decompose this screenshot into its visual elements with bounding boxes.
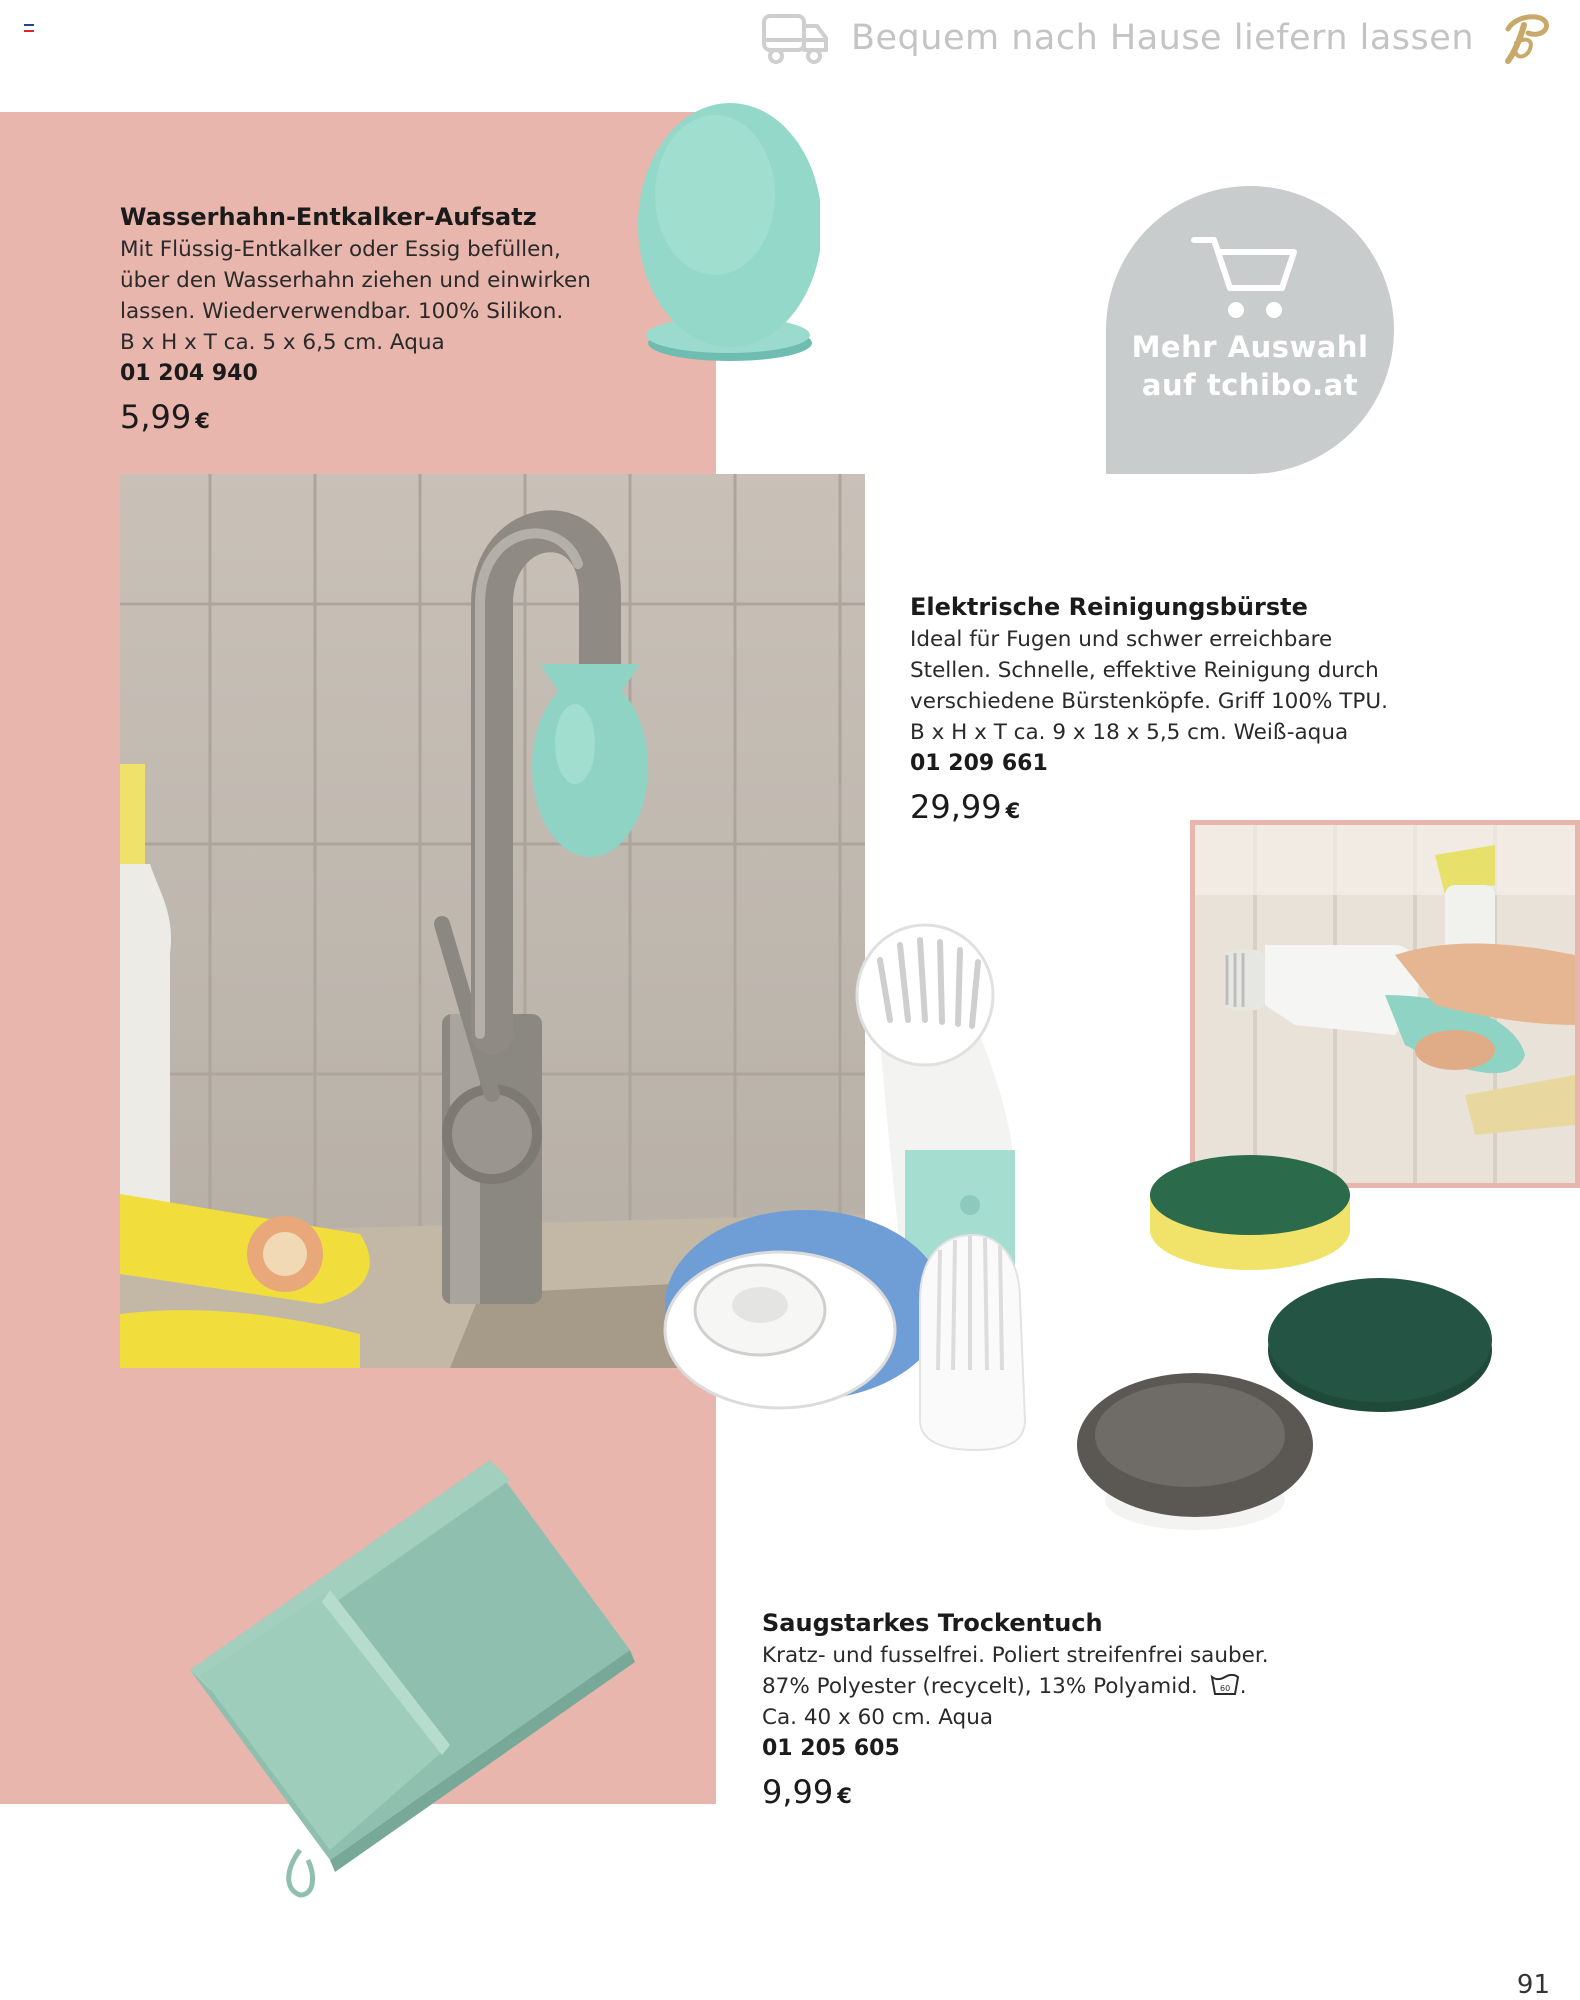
product-description-line: Kratz- und fusselfrei. Poliert streifenfrei sauber.: [762, 1643, 1269, 1668]
price-currency: €: [837, 1784, 852, 1808]
badge-line-2: auf tchibo.at: [1141, 368, 1359, 402]
product-price: [120, 393, 600, 445]
page-number: 91: [1516, 1970, 1550, 2000]
wash-60-degrees-icon: [1210, 1674, 1240, 1696]
product-description-line-with-icon: [762, 1671, 1282, 1702]
product-sku: 01 209 661: [910, 751, 1048, 776]
product-description-line: Ca. 40 x 60 cm. Aqua: [762, 1705, 994, 1730]
product-description-line: 87% Polyester (recycelt), 13% Polyamid.: [762, 1674, 1198, 1699]
product-description-line: Ideal für Fugen und schwer erreichbare: [910, 627, 1333, 652]
product-description-line: Mit Flüssig-Entkalker oder Essig befüllen,: [120, 237, 561, 262]
product-description-line: B x H x T ca. 9 x 18 x 5,5 cm. Weiß-aqua: [910, 720, 1349, 745]
tchibo-logo-icon: [1494, 9, 1552, 67]
product-title: Elektrische Reinigungsbürste: [910, 593, 1308, 621]
delivery-header: [761, 8, 1552, 68]
price-value: 5,99: [120, 398, 192, 436]
product-description-line: Stellen. Schnelle, effektive Reinigung durch: [910, 658, 1379, 683]
price-currency: €: [195, 409, 210, 433]
price-currency: €: [1005, 799, 1021, 823]
more-selection-badge[interactable]: [1106, 186, 1394, 474]
product-description-line: verschiedene Bürstenköpfe. Griff 100% TPU.: [910, 689, 1388, 714]
brush-set-image: [640, 900, 1520, 1570]
product-descaler: [120, 200, 600, 445]
badge-line-1: Mehr Auswahl: [1131, 330, 1369, 364]
country-flag-icon: [24, 24, 34, 32]
product-title: Saugstarkes Trockentuch: [762, 1609, 1103, 1637]
product-drying-towel: [762, 1606, 1282, 1820]
delivery-text: Bequem nach Hause liefern lassen: [851, 18, 1474, 58]
product-description-line: über den Wasserhahn ziehen und einwirken: [120, 268, 591, 293]
shopping-cart-icon: [1190, 232, 1300, 324]
product-description-line: B x H x T ca. 5 x 6,5 cm. Aqua: [120, 330, 445, 355]
truck-icon: [761, 10, 829, 66]
svg-text:60: 60: [1219, 1684, 1230, 1693]
price-value: 29,99: [910, 788, 1002, 826]
product-description-line: lassen. Wiederverwendbar. 100% Silikon.: [120, 299, 564, 324]
price-value: 9,99: [762, 1773, 834, 1811]
product-sku: 01 205 605: [762, 1736, 900, 1761]
product-price: [762, 1768, 1282, 1820]
product-title: Wasserhahn-Entkalker-Aufsatz: [120, 203, 537, 231]
product-sku: 01 204 940: [120, 361, 258, 386]
product-electric-brush: [910, 590, 1430, 835]
wash-symbol-suffix: .: [1239, 1674, 1247, 1699]
drying-towel-image: [180, 1440, 650, 1910]
descaler-product-image: [620, 95, 820, 365]
